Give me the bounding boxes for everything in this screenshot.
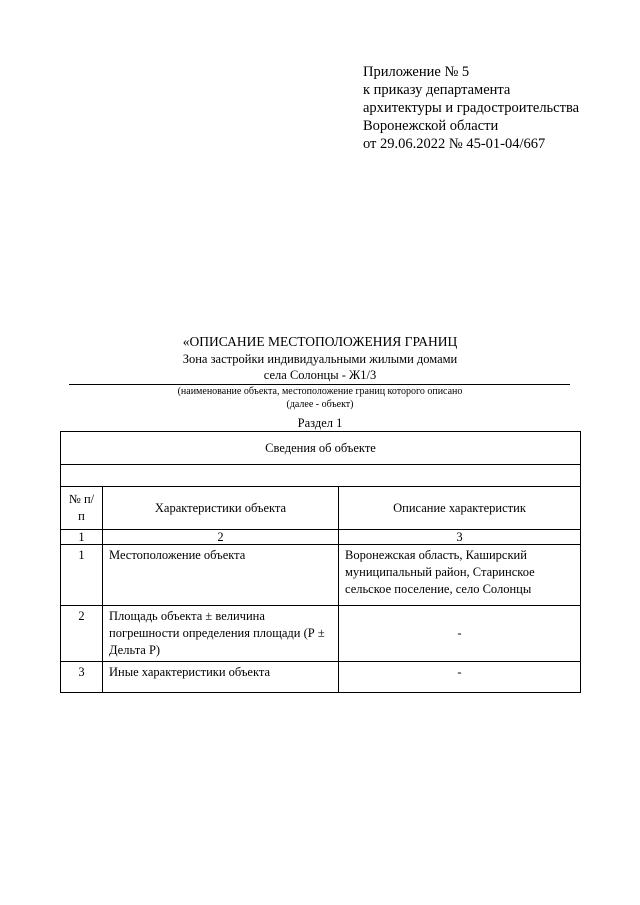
table-row	[61, 606, 581, 662]
document-title	[60, 333, 580, 383]
appendix-line: Воронежской области	[363, 118, 499, 134]
section-label: Раздел 1	[297, 416, 343, 430]
table-index-row	[61, 530, 581, 545]
table-header-row	[61, 487, 581, 530]
appendix-line: архитектуры и градостроительства	[363, 100, 580, 116]
appendix-line: Приложение № 5	[363, 64, 470, 80]
table-spacer-row	[61, 465, 581, 487]
index-cell: 3	[339, 530, 581, 545]
title-main: «ОПИСАНИЕ МЕСТОПОЛОЖЕНИЯ ГРАНИЦ	[182, 334, 458, 349]
title-place: села Солонцы - Ж1/3	[263, 368, 377, 382]
row-number: 1	[61, 545, 103, 606]
table-heading: Сведения об объекте	[61, 432, 581, 465]
table-spacer-cell	[61, 465, 581, 487]
row-characteristic: Иные характеристики объекта	[103, 662, 339, 693]
caption-line: (наименование объекта, местоположение границ которого описано	[177, 386, 463, 397]
index-cell: 1	[61, 530, 103, 545]
index-cell: 2	[103, 530, 339, 545]
row-description: -	[339, 662, 581, 693]
title-zone: Зона застройки индивидуальными жилыми домами	[182, 352, 458, 366]
header-number: № п/п	[61, 487, 103, 530]
row-number: 3	[61, 662, 103, 693]
table-row	[61, 662, 581, 693]
title-caption	[60, 386, 580, 411]
appendix-line: от 29.06.2022 № 45-01-04/667	[363, 136, 546, 152]
row-description: Воронежская область, Каширский муниципальный район, Старинское сельское поселение, село Солонцы	[339, 545, 581, 606]
row-number: 2	[61, 606, 103, 662]
table-heading-row	[61, 432, 581, 465]
table-row	[61, 545, 581, 606]
appendix-line: к приказу департамента	[363, 82, 511, 98]
appendix-block	[363, 63, 579, 153]
object-table	[60, 431, 581, 693]
header-description: Описание характеристик	[339, 487, 581, 530]
row-characteristic: Местоположение объекта	[103, 545, 339, 606]
row-characteristic: Площадь объекта ± величина погрешности определения площади (Р ± Дельта Р)	[103, 606, 339, 662]
caption-line: (далее - объект)	[286, 398, 354, 410]
title-underline	[69, 384, 570, 385]
row-description: -	[339, 606, 581, 662]
header-characteristics: Характеристики объекта	[103, 487, 339, 530]
